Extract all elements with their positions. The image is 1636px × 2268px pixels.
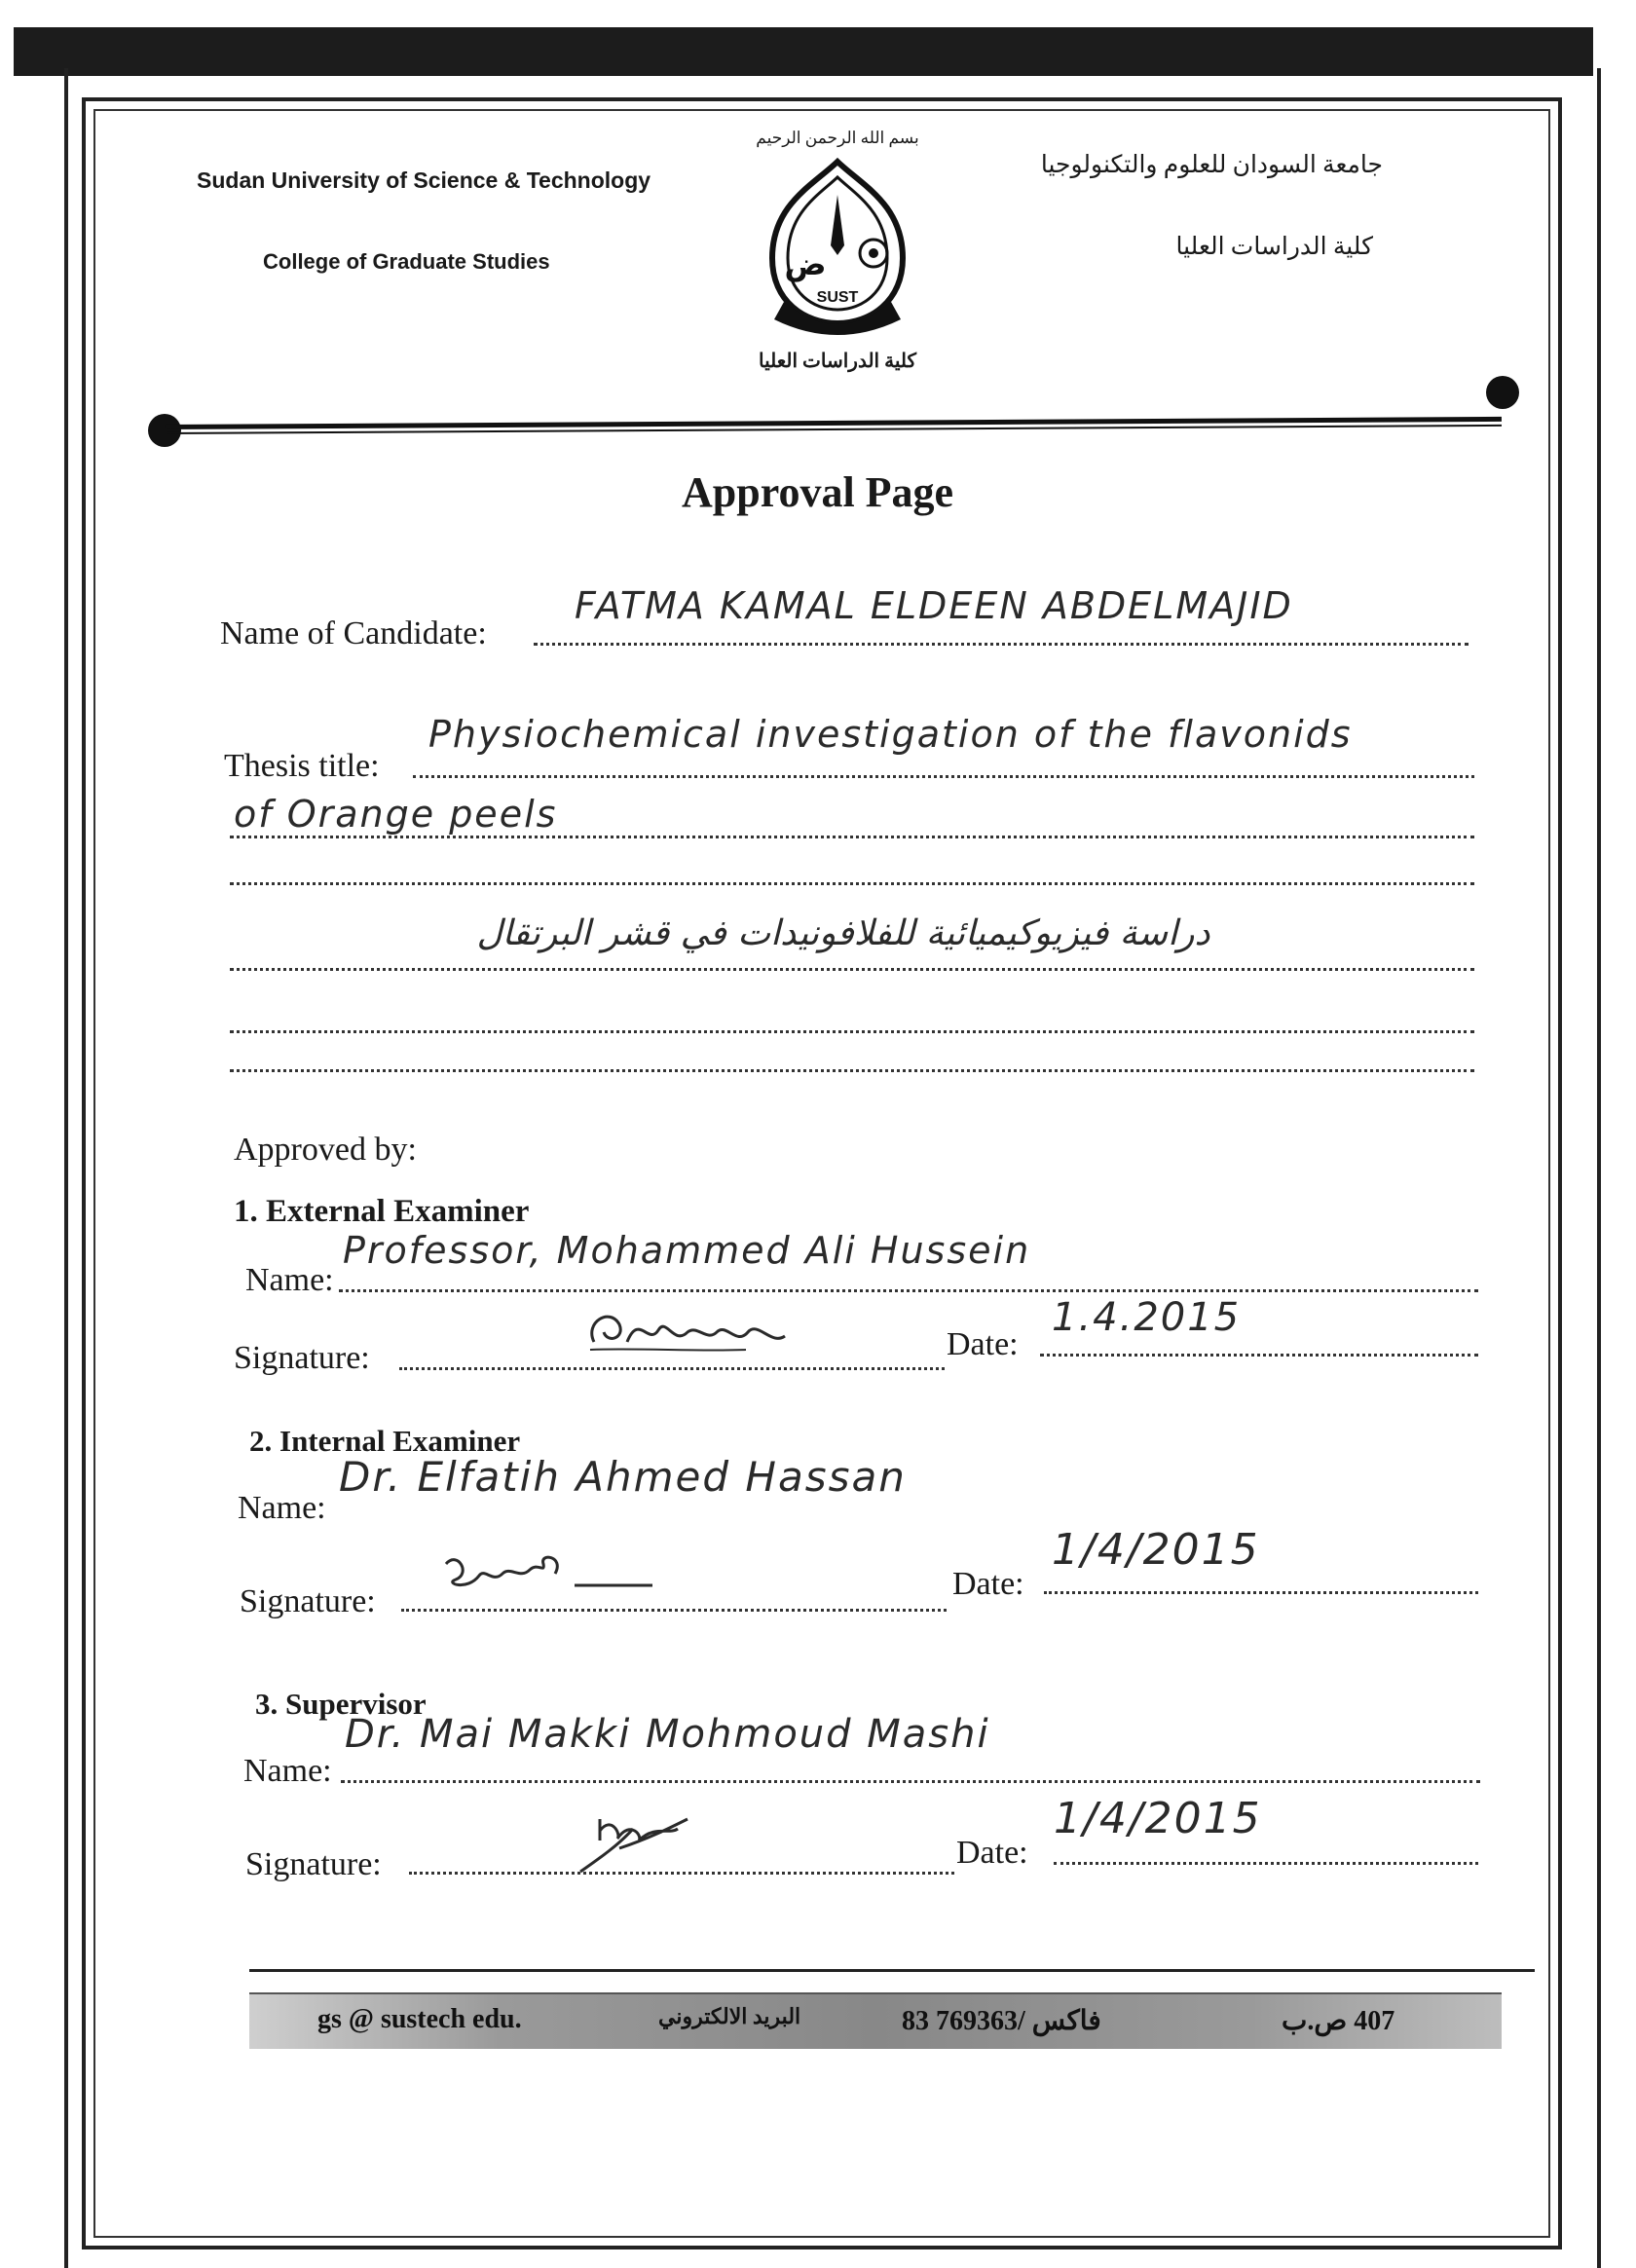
footer-po-box: 407 ص.ب — [1282, 2006, 1395, 2036]
thesis-title-line-2: of Orange peels — [234, 793, 558, 836]
internal-date-label: Date: — [952, 1566, 1024, 1602]
thesis-line-3 — [230, 882, 1474, 885]
page-title: Approval Page — [682, 468, 954, 516]
supervisor-name-value: Dr. Mai Makki Mohmoud Mashi — [345, 1712, 990, 1757]
external-date-label: Date: — [947, 1326, 1019, 1362]
supervisor-heading: 3. Supervisor — [255, 1687, 427, 1721]
handwritten-signature-icon — [580, 1303, 834, 1361]
university-name-ar: جامعة السودان للعلوم والتكنولوجيا — [1040, 152, 1383, 178]
external-examiner-name-value: Professor, Mohammed Ali Hussein — [343, 1229, 1031, 1272]
thesis-line-4 — [230, 968, 1474, 971]
internal-date-value: 1/4/2015 — [1052, 1525, 1260, 1575]
thesis-line-6 — [230, 1069, 1474, 1072]
external-signature-line — [399, 1367, 945, 1370]
university-logo — [755, 156, 920, 341]
internal-examiner-heading: 2. Internal Examiner — [249, 1424, 521, 1458]
external-name-line — [339, 1289, 1478, 1292]
supervisor-date-value: 1/4/2015 — [1054, 1794, 1262, 1843]
external-signature — [580, 1303, 834, 1361]
footer-email: gs @ sustech edu. — [317, 2004, 522, 2034]
supervisor-signature-label: Signature: — [245, 1846, 382, 1882]
handwritten-signature-icon — [428, 1544, 682, 1603]
svg-text:SUST: SUST — [816, 289, 859, 306]
footer-rule — [249, 1969, 1535, 1972]
candidate-name-line — [534, 643, 1469, 646]
candidate-name-label: Name of Candidate: — [220, 615, 487, 651]
thesis-title-arabic: دراسة فيزيوكيميائية للفلافونيدات في قشر البرتقال — [476, 913, 1210, 953]
external-examiner-name-label: Name: — [245, 1262, 334, 1298]
logo-caption-ar: كلية الدراسات العليا — [759, 351, 916, 372]
supervisor-date-label: Date: — [956, 1835, 1028, 1871]
external-signature-label: Signature: — [234, 1340, 370, 1376]
internal-examiner-name-value: Dr. Elfatih Ahmed Hassan — [339, 1453, 907, 1501]
college-name-en: College of Graduate Studies — [263, 249, 550, 274]
external-date-line — [1040, 1354, 1478, 1357]
thesis-line-2 — [230, 836, 1474, 838]
candidate-name-value: FATMA KAMAL ELDEEN ABDELMAJID — [575, 584, 1293, 627]
thesis-title-line-1: Physiochemical investigation of the flavonids — [428, 713, 1353, 756]
supervisor-signature — [561, 1809, 697, 1887]
rule-right-dot — [1486, 376, 1519, 409]
svg-text:ض: ض — [784, 245, 827, 282]
footer-email-label-ar: البريد الالكتروني — [658, 2004, 801, 2028]
internal-date-line — [1044, 1591, 1478, 1594]
thesis-title-label: Thesis title: — [224, 748, 380, 784]
supervisor-name-line — [341, 1780, 1480, 1783]
university-name-en: Sudan University of Science & Technology — [197, 167, 651, 193]
college-name-ar: كلية الدراسات العليا — [1175, 234, 1373, 260]
footer-fax: 83 769363/ فاكس — [902, 2006, 1101, 2036]
handwritten-signature-icon — [561, 1809, 697, 1887]
supervisor-name-label: Name: — [243, 1753, 332, 1789]
thesis-line-1 — [413, 775, 1474, 778]
internal-signature — [428, 1544, 682, 1603]
basmala: بسم الله الرحمن الرحيم — [756, 129, 919, 147]
thesis-line-5 — [230, 1030, 1474, 1033]
supervisor-date-line — [1054, 1862, 1478, 1865]
internal-signature-label: Signature: — [240, 1583, 376, 1619]
sust-emblem-icon — [755, 156, 920, 341]
external-date-value: 1.4.2015 — [1052, 1295, 1242, 1340]
external-examiner-heading: 1. External Examiner — [234, 1194, 530, 1229]
footer-contact-bar — [249, 1992, 1502, 2049]
internal-examiner-name-label: Name: — [238, 1490, 326, 1526]
approved-by-label: Approved by: — [234, 1132, 417, 1168]
internal-signature-line — [401, 1609, 947, 1612]
